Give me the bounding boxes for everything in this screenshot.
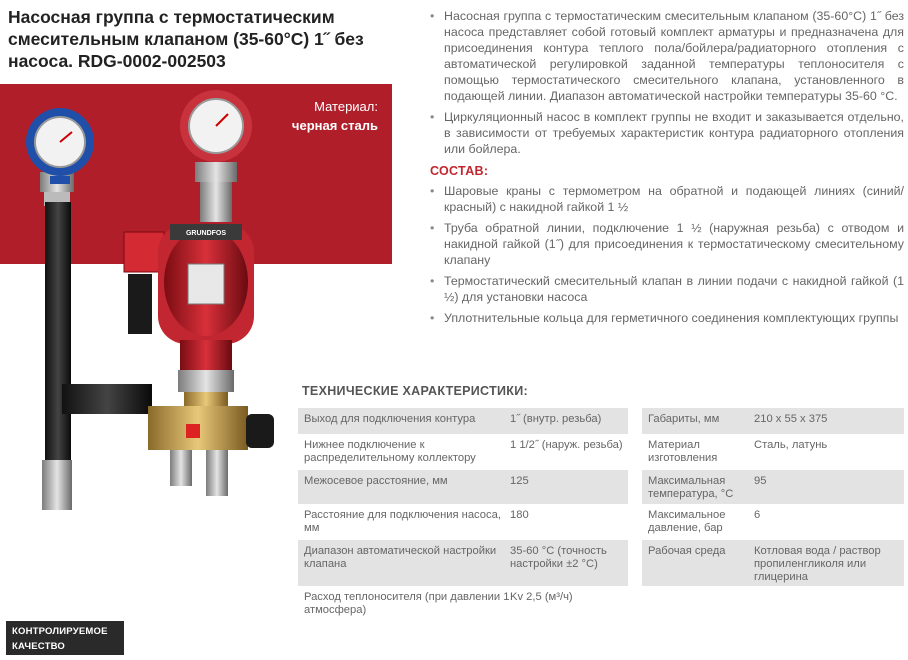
spec-row	[642, 470, 904, 504]
composition-item: • Термостатический смесительный клапан в линии подачи с накидной гайкой (1 ½) для установки насоса	[430, 273, 904, 305]
spec-row	[298, 586, 628, 626]
spec-value: 125	[510, 475, 529, 487]
tech-specs-heading: ТЕХНИЧЕСКИЕ ХАРАКТЕРИСТИКИ:	[302, 384, 528, 398]
spec-value: 95	[754, 475, 767, 487]
spec-key: Максимальная температура, °С	[648, 475, 734, 500]
spec-row	[298, 408, 628, 434]
spec-row	[298, 504, 628, 540]
spec-value: 210 х 55 х 375	[754, 413, 828, 425]
quality-badge-line1: КОНТРОЛИРУЕМОЕ	[12, 626, 108, 637]
spec-key: Расстояние для подключения насоса, мм	[304, 509, 501, 534]
quality-badge	[6, 621, 124, 655]
return-pipe	[45, 202, 71, 462]
composition-heading: СОСТАВ:	[430, 164, 489, 178]
spec-row	[642, 408, 904, 434]
spec-key: Расход теплоносителя (при давлении 1 атмосфера)	[304, 591, 510, 616]
spec-key: Материал изготовления	[648, 439, 718, 464]
spec-key: Межосевое расстояние, мм	[304, 475, 448, 487]
spec-value: Сталь, латунь	[754, 439, 828, 451]
spec-value: Kv 2,5 (м³/ч)	[510, 591, 573, 603]
spec-row	[642, 434, 904, 470]
spec-value: 6	[754, 509, 761, 521]
spec-key: Габариты, мм	[648, 413, 720, 425]
composition-item: • Труба обратной линии, подключение 1 ½ (наружная резьба) с отводом и накидной гайкой (1˝) для присоединения к термостатическому смесительному клапану	[430, 220, 904, 268]
spec-key: Нижнее подключение к распределительному коллектору	[304, 439, 476, 464]
specs-table-right	[642, 408, 904, 586]
quality-badge-line2: КАЧЕСТВО	[12, 641, 65, 652]
spec-key: Выход для подключения контура	[304, 413, 476, 425]
pump-brand-label: GRUNDFOS	[185, 230, 227, 237]
description-block	[430, 8, 904, 331]
spec-key: Максимальное давление, бар	[648, 509, 726, 534]
material-caption	[250, 97, 378, 135]
spec-value: 35-60 °С (точность настройки ±2 °С)	[510, 545, 607, 570]
material-value: черная сталь	[291, 118, 378, 133]
product-title: Насосная группа с термостатическим смесительным клапаном (35-60°C) 1˝ без насоса. RDG-0002-002503	[8, 7, 364, 71]
composition-item: • Уплотнительные кольца для герметичного соединения комплектующих группы	[430, 310, 904, 326]
spec-row	[642, 540, 904, 586]
spec-row	[642, 504, 904, 540]
spec-key: Рабочая среда	[648, 545, 726, 557]
composition-item: • Шаровые краны с термометром на обратной и подающей линиях (синий/красный) с накидной гайкой 1 ½	[430, 183, 904, 215]
spec-value: Котловая вода / раствор пропиленгликоля или глицерина	[754, 545, 881, 583]
spec-row	[298, 470, 628, 504]
composition-list	[430, 183, 904, 326]
spec-value: 1 1/2˝ (наруж. резьба)	[510, 439, 623, 451]
description-item: • Насосная группа с термостатическим смесительным клапаном (35-60°С) 1˝ без насоса представляет собой готовый комплект арматуры и предназначена для присоединения контура теплого пола/бойлера/радиаторного отопления с автоматической регулировкой заданной температуры теплоносителя с помощью термостатического смесительного клапана, установленного в подающей линии. Диапазон автоматической настройки температуры 35-60 °С.	[430, 8, 904, 104]
description-item: • Циркуляционный насос в комплект группы не входит и заказывается отдельно, в зависимости от требуемых характеристик контура радиаторного отопления или бойлера.	[430, 109, 904, 157]
spec-value: 180	[510, 509, 529, 521]
spec-row	[298, 540, 628, 586]
material-label: Материал:	[314, 99, 378, 114]
spec-row	[298, 434, 628, 470]
specs-table-left	[298, 408, 628, 626]
spec-value: 1˝ (внутр. резьба)	[510, 413, 602, 425]
spec-key: Диапазон автоматической настройки клапана	[304, 545, 497, 570]
description-list	[430, 8, 904, 157]
